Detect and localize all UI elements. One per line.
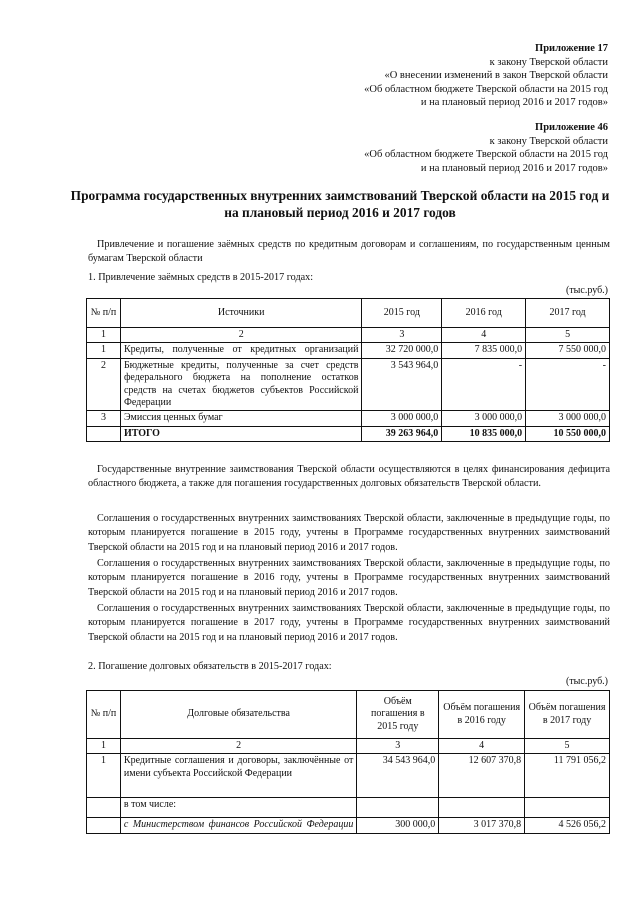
column-numbers-row bbox=[87, 739, 610, 754]
row-name: в том числе: bbox=[120, 798, 356, 818]
total-2017: 10 550 000,0 bbox=[526, 426, 610, 441]
appendix-17-line: и на плановый период 2016 и 2017 годов» bbox=[420, 97, 608, 109]
paragraph-text: Соглашения о государственных внутренних заимствованиях Тверской области, заключенные в предыдущие годы, по которым планируется погашение в 2016 году, учтены в Программе государственных внутренних заимствований Тверской области на 2015 год и на плановый период 2016 и 2017 годов. bbox=[88, 558, 610, 598]
column-numbers-row bbox=[87, 328, 610, 343]
section-2-heading-text: 2. Погашение долговых обязательств в 2015-2017 годах: bbox=[88, 661, 332, 672]
section-2-heading bbox=[88, 660, 610, 674]
appendix-46-header bbox=[364, 121, 608, 175]
row-2017: 4 526 056,2 bbox=[525, 818, 610, 833]
appendix-17-header bbox=[364, 42, 608, 110]
borrowing-table bbox=[86, 298, 610, 442]
row-num bbox=[87, 798, 121, 818]
header-2015: Объём погашения в 2015 году bbox=[357, 691, 439, 739]
row-num: 1 bbox=[87, 754, 121, 798]
row-num: 3 bbox=[87, 411, 121, 426]
header-2017: 2017 год bbox=[526, 299, 610, 328]
paragraph-text: Соглашения о государственных внутренних заимствованиях Тверской области, заключенные в предыдущие годы, по которым планируется погашение в 2017 году, учтены в Программе государственных внутренних заимствований Тверской области на 2015 год и на плановый период 2016 и 2017 годов. bbox=[88, 603, 610, 643]
appendix-46-line: и на плановый период 2016 и 2017 годов» bbox=[420, 162, 608, 174]
row-2016: 3 000 000,0 bbox=[442, 411, 526, 426]
col-number: 5 bbox=[525, 739, 610, 754]
paragraph bbox=[88, 602, 610, 645]
section-1-heading-text: 1. Привлечение заёмных средств в 2015-2017 годах: bbox=[88, 272, 314, 283]
row-2017: 3 000 000,0 bbox=[526, 411, 610, 426]
paragraph-text: Государственные внутренние заимствования Тверской области осуществляются в целях финансирования дефицита областного бюджета, а также для погашения государственных долговых обязательств Тверской области. bbox=[88, 464, 610, 490]
row-2016: - bbox=[442, 358, 526, 411]
row-num: 2 bbox=[87, 358, 121, 411]
paragraph bbox=[88, 512, 610, 555]
row-num: 1 bbox=[87, 343, 121, 358]
intro-paragraph bbox=[88, 238, 610, 267]
header-num: № п/п bbox=[87, 691, 121, 739]
col-number: 1 bbox=[87, 739, 121, 754]
appendix-17-line: к закону Тверской области bbox=[489, 56, 608, 68]
total-row bbox=[87, 426, 610, 441]
row-2015: 3 543 964,0 bbox=[362, 358, 442, 411]
row-2017: 11 791 056,2 bbox=[525, 754, 610, 798]
row-2017 bbox=[525, 798, 610, 818]
total-num bbox=[87, 426, 121, 441]
row-2016: 7 835 000,0 bbox=[442, 343, 526, 358]
appendix-17-title: Приложение 17 bbox=[535, 43, 608, 54]
row-2015: 3 000 000,0 bbox=[362, 411, 442, 426]
row-name: Бюджетные кредиты, полученные за счет средств федерального бюджета на пополнение остатков средств на счетах бюджетов субъектов Российской Федерации bbox=[120, 358, 362, 411]
table-header-row bbox=[87, 691, 610, 739]
appendix-46-line: «Об областном бюджете Тверской области на 2015 год bbox=[364, 149, 608, 161]
header-obligations: Долговые обязательства bbox=[120, 691, 356, 739]
header-2016: 2016 год bbox=[442, 299, 526, 328]
table-row bbox=[87, 358, 610, 411]
section-2-unit: (тыс.руб.) bbox=[565, 676, 608, 687]
total-2016: 10 835 000,0 bbox=[442, 426, 526, 441]
appendix-17-line: «О внесении изменений в закон Тверской области bbox=[384, 70, 608, 82]
table-row bbox=[87, 798, 610, 818]
table-row bbox=[87, 343, 610, 358]
row-name: Кредитные соглашения и договоры, заключённые от имени субъекта Российской Федерации bbox=[120, 754, 356, 798]
row-2015: 34 543 964,0 bbox=[357, 754, 439, 798]
document-title bbox=[70, 188, 610, 221]
row-num bbox=[87, 818, 121, 833]
table-header-row bbox=[87, 299, 610, 328]
total-label: ИТОГО bbox=[120, 426, 362, 441]
row-2015: 300 000,0 bbox=[357, 818, 439, 833]
appendix-46-title: Приложение 46 bbox=[535, 122, 608, 133]
document-title-line: на плановый период 2016 и 2017 годов bbox=[224, 204, 456, 220]
row-2015: 32 720 000,0 bbox=[362, 343, 442, 358]
header-num: № п/п bbox=[87, 299, 121, 328]
paragraph bbox=[88, 557, 610, 600]
row-2016: 12 607 370,8 bbox=[439, 754, 525, 798]
intro-text: Привлечение и погашение заёмных средств по кредитным договорам и соглашениям, по государственным ценным бумагам Тверской области bbox=[88, 239, 610, 265]
table-row bbox=[87, 411, 610, 426]
row-2015 bbox=[357, 798, 439, 818]
col-number: 2 bbox=[120, 328, 362, 343]
col-number: 1 bbox=[87, 328, 121, 343]
row-2017: - bbox=[526, 358, 610, 411]
row-2016: 3 017 370,8 bbox=[439, 818, 525, 833]
repayment-table bbox=[86, 690, 610, 834]
col-number: 5 bbox=[526, 328, 610, 343]
row-2017: 7 550 000,0 bbox=[526, 343, 610, 358]
document-title-line: Программа государственных внутренних заимствований Тверской области на 2015 год и bbox=[70, 188, 610, 203]
table-row bbox=[87, 818, 610, 833]
appendix-46-line: к закону Тверской области bbox=[489, 135, 608, 147]
row-name: Кредиты, полученные от кредитных организаций bbox=[120, 343, 362, 358]
col-number: 2 bbox=[120, 739, 356, 754]
row-2016 bbox=[439, 798, 525, 818]
row-name: Эмиссия ценных бумаг bbox=[120, 411, 362, 426]
section-1-unit: (тыс.руб.) bbox=[565, 285, 608, 296]
paragraph bbox=[88, 463, 610, 492]
col-number: 3 bbox=[362, 328, 442, 343]
appendix-17-line: «Об областном бюджете Тверской области на 2015 год bbox=[364, 83, 608, 95]
total-2015: 39 263 964,0 bbox=[362, 426, 442, 441]
paragraph-text: Соглашения о государственных внутренних заимствованиях Тверской области, заключенные в предыдущие годы, по которым планируется погашение в 2015 году, учтены в Программе государственных внутренних заимствований Тверской области на 2015 год и на плановый период 2016 и 2017 годов. bbox=[88, 513, 610, 553]
header-2016: Объём погашения в 2016 году bbox=[439, 691, 525, 739]
row-name: с Министерством финансов Российской Федерации bbox=[120, 818, 356, 833]
header-sources: Источники bbox=[120, 299, 362, 328]
table-row bbox=[87, 754, 610, 798]
section-1-heading bbox=[88, 271, 610, 285]
col-number: 3 bbox=[357, 739, 439, 754]
header-2017: Объём погашения в 2017 году bbox=[525, 691, 610, 739]
col-number: 4 bbox=[442, 328, 526, 343]
header-2015: 2015 год bbox=[362, 299, 442, 328]
col-number: 4 bbox=[439, 739, 525, 754]
